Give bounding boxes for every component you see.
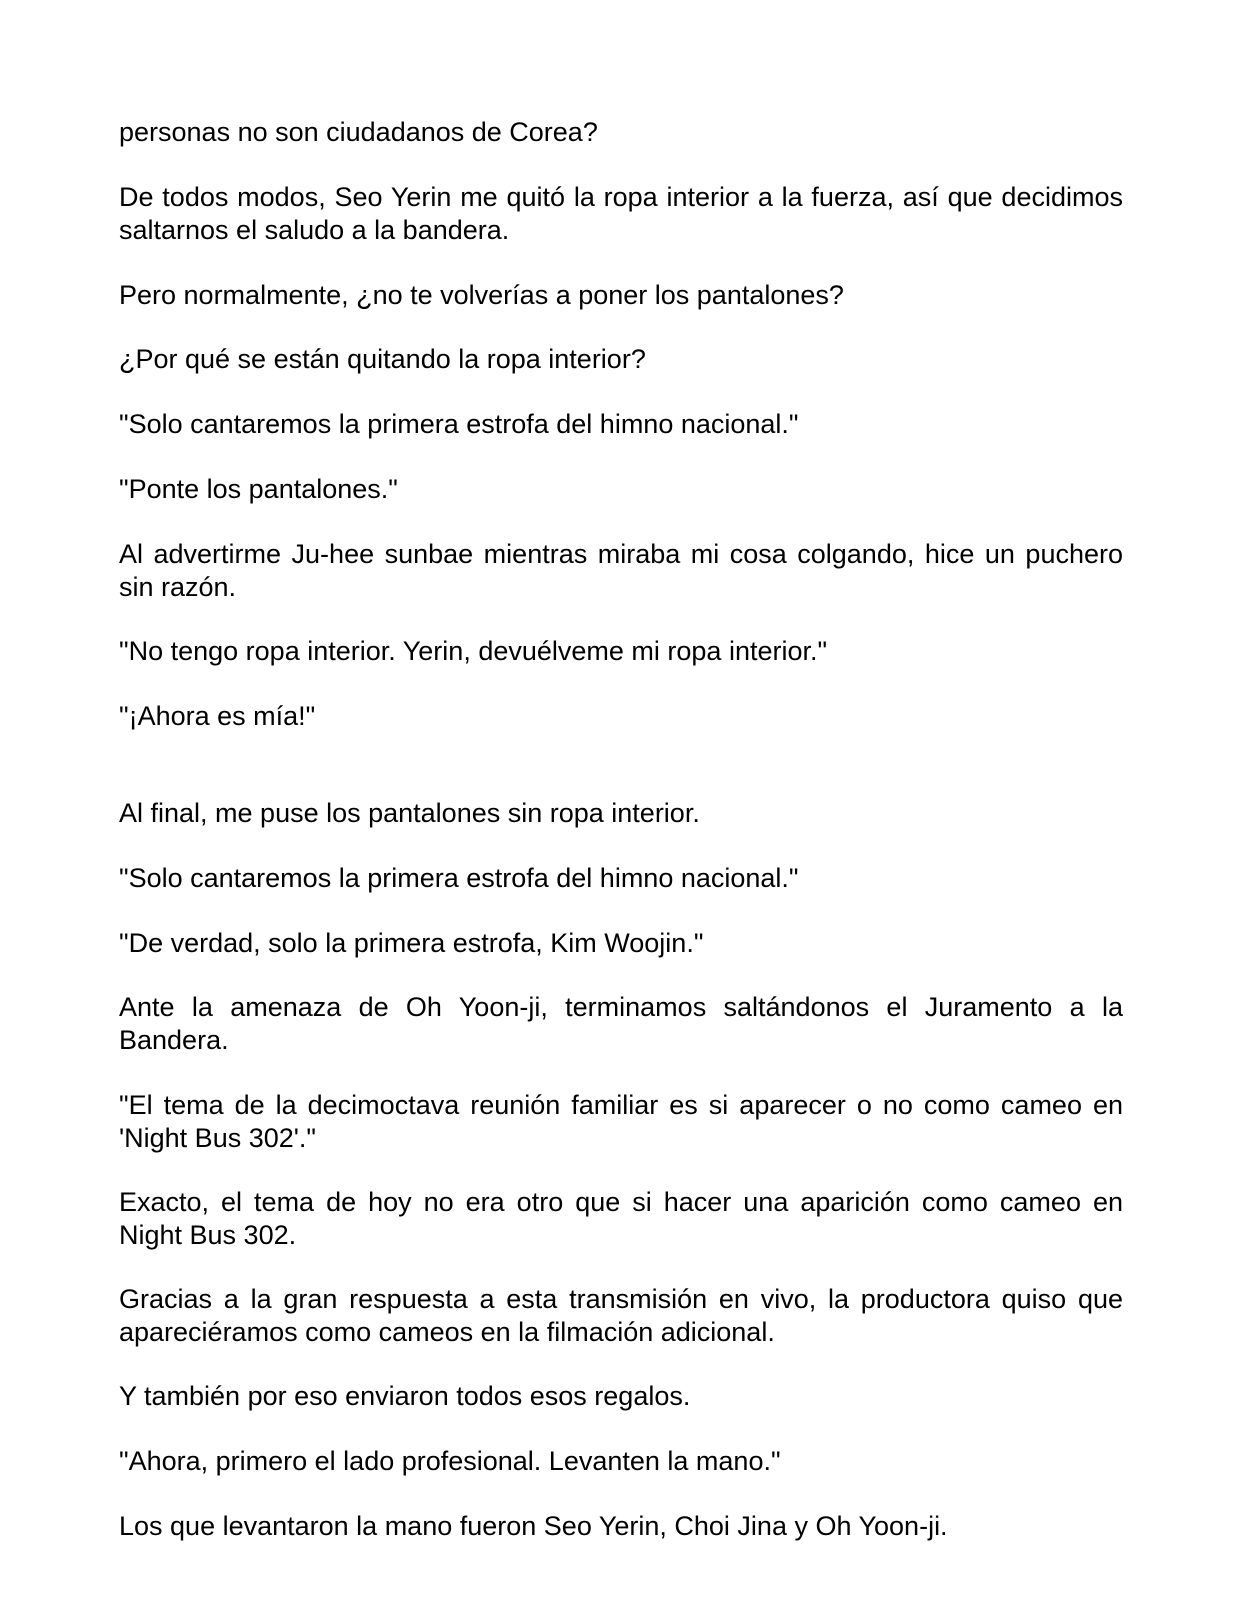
- paragraph-14: "El tema de la decimoctava reunión familiar es si aparecer o no como cameo en 'Night Bus 302'.": [119, 1090, 1123, 1153]
- paragraph-13: Ante la amenaza de Oh Yoon-ji, terminamos saltándonos el Juramento a la Bandera.: [119, 992, 1123, 1055]
- paragraph-12: "De verdad, solo la primera estrofa, Kim Woojin.": [119, 928, 704, 958]
- paragraph-3: Pero normalmente, ¿no te volverías a poner los pantalones?: [119, 280, 844, 310]
- paragraph-10: Al final, me puse los pantalones sin ropa interior.: [119, 798, 700, 828]
- paragraph-17: Y también por eso enviaron todos esos regalos.: [119, 1381, 691, 1411]
- paragraph-8: "No tengo ropa interior. Yerin, devuélveme mi ropa interior.": [119, 636, 828, 666]
- paragraph-15: Exacto, el tema de hoy no era otro que si hacer una aparición como cameo en Night Bus 302.: [119, 1187, 1123, 1250]
- paragraph-19: Los que levantaron la mano fueron Seo Yerin, Choi Jina y Oh Yoon-ji.: [119, 1511, 948, 1541]
- paragraph-5: "Solo cantaremos la primera estrofa del himno nacional.": [119, 409, 799, 439]
- paragraph-2: De todos modos, Seo Yerin me quitó la ropa interior a la fuerza, así que decidimos saltarnos el saludo a la bandera.: [119, 182, 1123, 245]
- paragraph-11: "Solo cantaremos la primera estrofa del himno nacional.": [119, 863, 799, 893]
- paragraph-9: "¡Ahora es mía!": [119, 701, 316, 731]
- paragraph-1: personas no son ciudadanos de Corea?: [119, 117, 598, 147]
- paragraph-6: "Ponte los pantalones.": [119, 474, 398, 504]
- paragraph-7: Al advertirme Ju-hee sunbae mientras miraba mi cosa colgando, hice un puchero sin razón.: [119, 539, 1123, 602]
- paragraph-4: ¿Por qué se están quitando la ropa interior?: [119, 344, 646, 374]
- paragraph-18: "Ahora, primero el lado profesional. Levanten la mano.": [119, 1446, 781, 1476]
- paragraph-16: Gracias a la gran respuesta a esta transmisión en vivo, la productora quiso que apareciéramos como cameos en la filmación adicional.: [119, 1284, 1123, 1347]
